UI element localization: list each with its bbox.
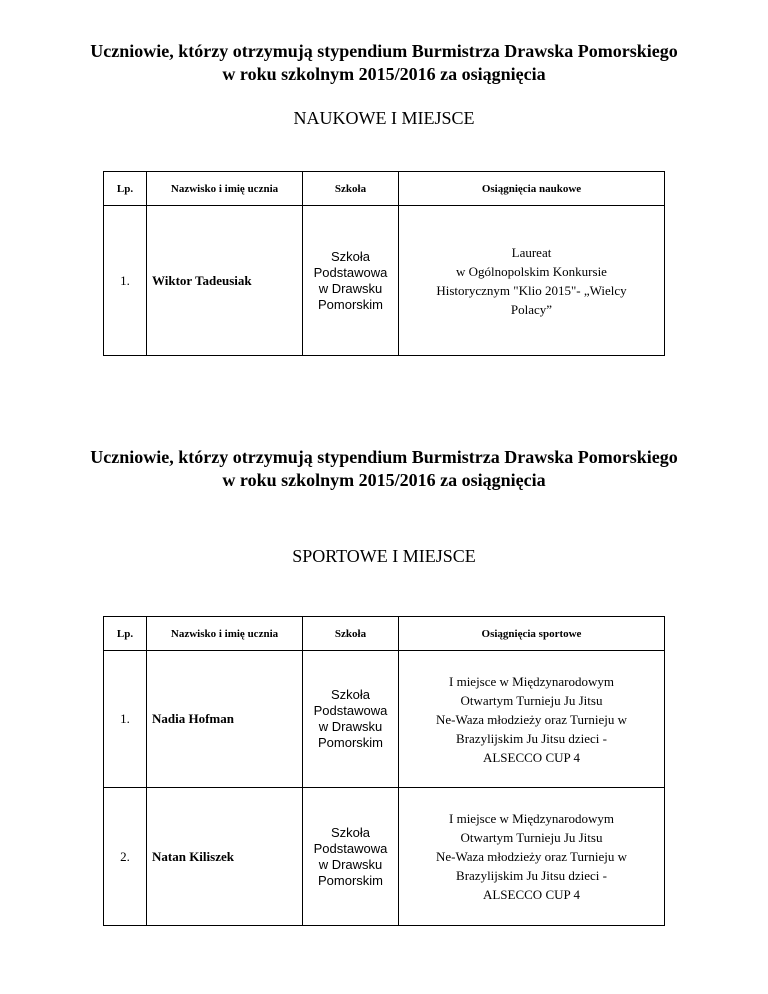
row-lp: 2. (104, 788, 147, 926)
header-name: Nazwisko i imię ucznia (147, 172, 303, 206)
row-school (303, 651, 399, 788)
school-line: Podstawowa (313, 703, 388, 718)
section1-title-line2: w roku szkolnym 2015/2016 za osiągnięcia (222, 64, 546, 84)
school-line: Podstawowa (313, 264, 388, 280)
achievement-line: Otwartym Turnieju Ju Jitsu (460, 692, 603, 708)
section2-title-line1: Uczniowie, którzy otrzymują stypendium Burmistrza Drawska Pomorskiego (90, 447, 678, 467)
row-lp: 1. (104, 206, 147, 356)
header-achievement: Osiągnięcia sportowe (399, 617, 665, 651)
header-school: Szkoła (303, 172, 399, 206)
section1-subtitle: NAUKOWE I MIEJSCE (293, 108, 475, 128)
row-achievement (399, 206, 665, 356)
table-row (104, 788, 665, 926)
school-line: w Drawsku (318, 280, 383, 296)
section2-title (0, 446, 768, 492)
section1-title-line1: Uczniowie, którzy otrzymują stypendium Burmistrza Drawska Pomorskiego (90, 41, 678, 61)
section1-title (0, 40, 768, 86)
header-achievement: Osiągnięcia naukowe (399, 172, 665, 206)
table-header-row (104, 172, 665, 206)
row-student-name: Nadia Hofman (147, 651, 303, 788)
achievement-line: Ne-Waza młodzieży oraz Turnieju w (435, 849, 627, 864)
school-line: w Drawsku (318, 856, 383, 872)
section2-subtitle: SPORTOWE I MIEJSCE (292, 546, 476, 566)
row-school (303, 206, 399, 356)
achievement-line: ALSECCO CUP 4 (482, 887, 581, 902)
school-line: Szkoła (330, 824, 371, 840)
header-lp: Lp. (104, 172, 147, 206)
achievement-line: Brazylijskim Ju Jitsu dzieci - (456, 868, 607, 883)
achievement-line: I miejsce w Międzynarodowym (449, 673, 614, 689)
achievement-line: Ne-Waza młodzieży oraz Turnieju w (435, 711, 627, 727)
achievement-line: Laureat (511, 244, 552, 260)
achievement-line: Otwartym Turnieju Ju Jitsu (460, 830, 603, 845)
row-school (303, 788, 399, 926)
table-row (104, 206, 665, 356)
school-line: Pomorskim (317, 735, 383, 750)
table-row (104, 651, 665, 788)
section2-title-line2: w roku szkolnym 2015/2016 za osiągnięcia (222, 470, 546, 490)
school-line: Podstawowa (313, 840, 388, 856)
row-achievement (399, 788, 665, 926)
sports-table (103, 616, 665, 926)
school-line: Pomorskim (317, 296, 383, 312)
science-table (103, 171, 665, 356)
row-lp: 1. (104, 651, 147, 788)
row-student-name: Wiktor Tadeusiak (147, 206, 303, 356)
header-school: Szkoła (303, 617, 399, 651)
school-line: Szkoła (330, 248, 371, 264)
row-student-name: Natan Kiliszek (147, 788, 303, 926)
school-line: Szkoła (330, 687, 371, 702)
header-name: Nazwisko i imię ucznia (147, 617, 303, 651)
table-header-row (104, 617, 665, 651)
achievement-line: Historycznym "Klio 2015"- „Wielcy (436, 282, 627, 298)
achievement-line: Polacy” (510, 301, 553, 317)
achievement-line: ALSECCO CUP 4 (482, 749, 581, 765)
achievement-line: Brazylijskim Ju Jitsu dzieci - (456, 730, 607, 746)
row-achievement (399, 651, 665, 788)
achievement-line: w Ogólnopolskim Konkursie (456, 263, 607, 279)
achievement-line: I miejsce w Międzynarodowym (449, 811, 614, 826)
header-lp: Lp. (104, 617, 147, 651)
school-line: Pomorskim (317, 872, 383, 888)
school-line: w Drawsku (318, 719, 383, 734)
